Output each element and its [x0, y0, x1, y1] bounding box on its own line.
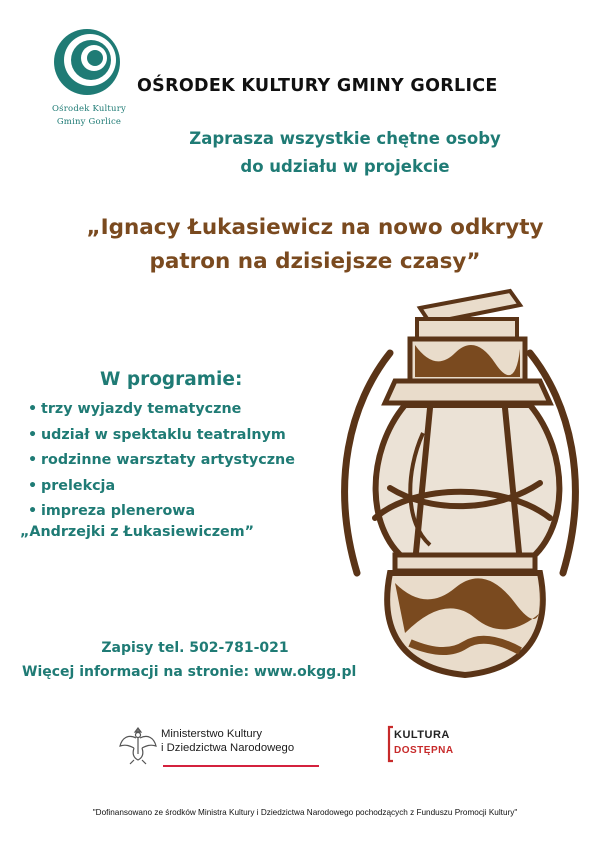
polish-eagle-emblem-icon [118, 724, 158, 766]
funding-note: "Dofinansowano ze środków Ministra Kultury i Dziedzictwa Narodowego pochodzących z Funduszu Promocji Kultury" [92, 808, 518, 817]
programme-heading: W programie: [100, 369, 243, 390]
ministry-underline [163, 765, 319, 767]
oil-lantern-illustration [335, 283, 585, 683]
list-item: • trzy wyjazdy tematyczne [28, 401, 242, 417]
programme-extra-item: „Andrzejki z Łukasiewiczem” [20, 524, 255, 540]
project-title-line2: patron na dzisiejsze czasy” [149, 249, 481, 274]
list-item: • prelekcja [28, 477, 116, 494]
logo-text-line1: Ośrodek Kultury [52, 104, 126, 114]
invitation-line1: Zaprasza wszystkie chętne osoby [189, 129, 501, 148]
invitation-line2: do udziału w projekcie [240, 157, 450, 176]
ministry-line1: Ministerstwo Kultury [161, 728, 263, 740]
list-item: • udział w spektaklu teatralnym [28, 426, 286, 443]
kultura-dostepna-logo-bottom: DOSTĘPNA [394, 745, 454, 756]
list-item: • rodzinne warsztaty artystyczne [28, 452, 295, 468]
registration-phone: Zapisy tel. 502-781-021 [101, 640, 289, 656]
programme-list [28, 397, 295, 525]
ministry-line2: i Dziedzictwa Narodowego [161, 742, 295, 754]
ministry-logo-text [161, 727, 294, 755]
list-item: • impreza plenerowa [28, 503, 196, 519]
okgg-logo-icon [52, 27, 122, 97]
organization-title: OŚRODEK KULTURY GMINY GORLICE [137, 76, 498, 96]
kultura-dostepna-logo-top: KULTURA [394, 729, 450, 741]
project-title-line1: „Ignacy Łukasiewicz na nowo odkryty [86, 215, 544, 240]
website-info: Więcej informacji na stronie: www.okgg.pl [22, 664, 357, 680]
logo-text-line2: Gminy Gorlice [56, 117, 122, 127]
